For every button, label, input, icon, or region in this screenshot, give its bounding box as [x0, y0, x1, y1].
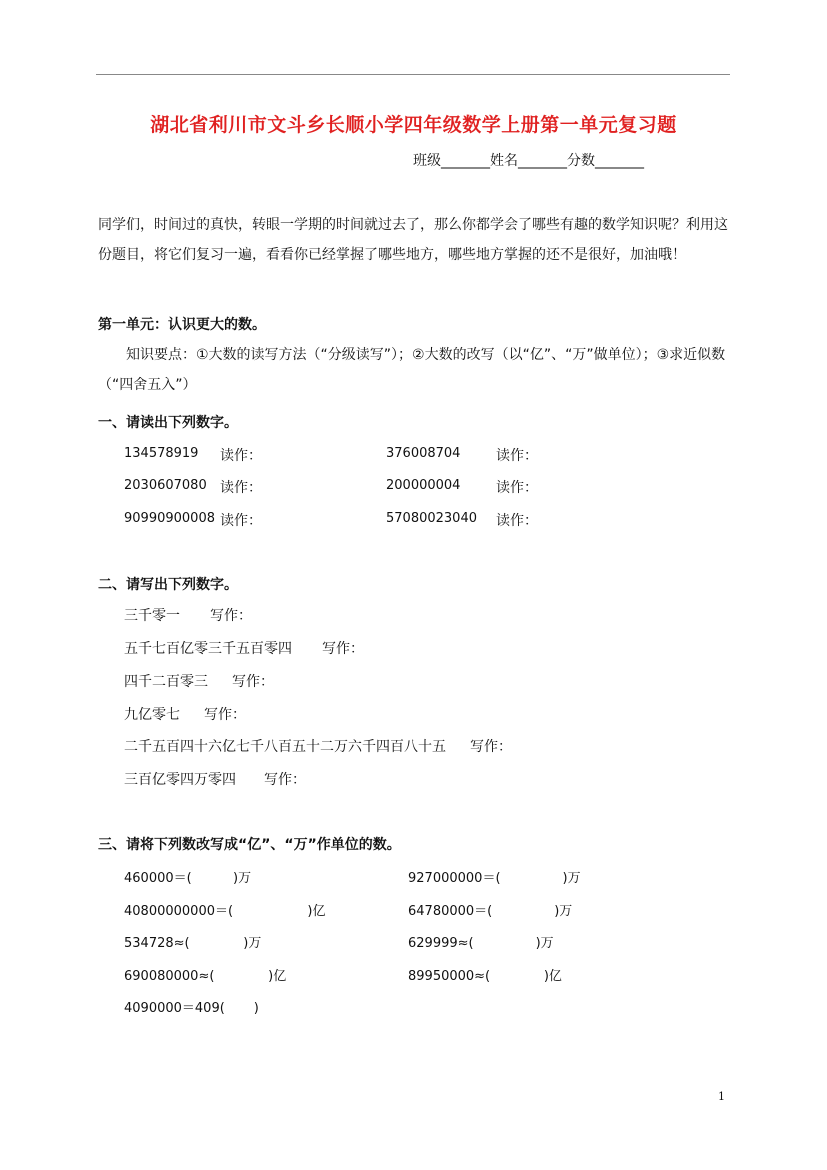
write-item [124, 671, 274, 691]
rewrite-item: 629999≈( )万 [408, 936, 554, 951]
header-rule [96, 74, 730, 75]
intro-paragraph: 同学们，时间过的真快，转眼一学期的时间就过去了，那么你都学会了哪些有趣的数学知识呢？利用这份题目，将它们复习一遍，看看你已经掌握了哪些地方，哪些地方掌握的还不是很好，加油哦！ [98, 217, 728, 263]
rewrite-item: 690080000≈( )亿 [124, 969, 287, 984]
read-number: 200000004 [386, 478, 461, 493]
read-label: 读作： [220, 448, 262, 464]
write-label: 写作： [264, 772, 306, 788]
write-label: 写作： [322, 641, 364, 657]
section3-title: 三、请将下列数改写成“亿”、“万”作单位的数。 [98, 837, 401, 853]
write-item [124, 638, 364, 658]
read-number: 2030607080 [124, 478, 207, 493]
read-label: 读作： [496, 448, 538, 464]
rewrite-item: 460000＝( )万 [124, 871, 252, 886]
write-item-text: 三百亿零四万零四 [124, 772, 236, 788]
rewrite-item: 534728≈( )万 [124, 936, 262, 951]
unit-title: 第一单元：认识更大的数。 [98, 317, 266, 333]
write-item-text: 三千零一 [124, 608, 180, 624]
write-label: 写作： [204, 707, 246, 723]
rewrite-item: 927000000＝( )万 [408, 871, 581, 886]
write-item-text: 九亿零七 [124, 707, 180, 723]
rewrite-item: 64780000＝( )万 [408, 904, 573, 919]
write-label: 写作： [210, 608, 252, 624]
write-item-text: 五千七百亿零三千五百零四 [124, 641, 292, 657]
read-number: 376008704 [386, 446, 461, 461]
write-label: 写作： [232, 674, 274, 690]
read-label: 读作： [496, 480, 538, 496]
read-label: 读作： [496, 513, 538, 529]
read-number: 90990900008 [124, 511, 215, 526]
write-item-text: 四千二百零三 [124, 674, 208, 690]
write-item [124, 769, 306, 789]
write-item [124, 736, 512, 756]
write-item-text: 二千五百四十六亿七千八百五十二万六千四百八十五 [124, 739, 446, 755]
rewrite-item: 4090000＝409( ) [124, 1001, 259, 1016]
student-info-line: 班级_______姓名_______分数_______ [413, 153, 644, 169]
rewrite-item: 89950000≈( )亿 [408, 969, 562, 984]
knowledge-points: 知识要点：①大数的读写方法（“分级读写”）；②大数的改写（以“亿”、“万”做单位）；③求近似数（“四舍五入”） [98, 347, 726, 393]
section2-title: 二、请写出下列数字。 [98, 577, 238, 593]
read-number: 134578919 [124, 446, 199, 461]
read-number: 57080023040 [386, 511, 477, 526]
write-item [124, 704, 246, 724]
document-title: 湖北省利川市文斗乡长顺小学四年级数学上册第一单元复习题 [150, 114, 677, 136]
read-label: 读作： [220, 513, 262, 529]
page-number: 1 [718, 1090, 725, 1103]
rewrite-item: 40800000000＝( )亿 [124, 904, 326, 919]
read-label: 读作： [220, 480, 262, 496]
section1-title: 一、请读出下列数字。 [98, 415, 238, 431]
write-label: 写作： [470, 739, 512, 755]
write-item [124, 605, 252, 625]
